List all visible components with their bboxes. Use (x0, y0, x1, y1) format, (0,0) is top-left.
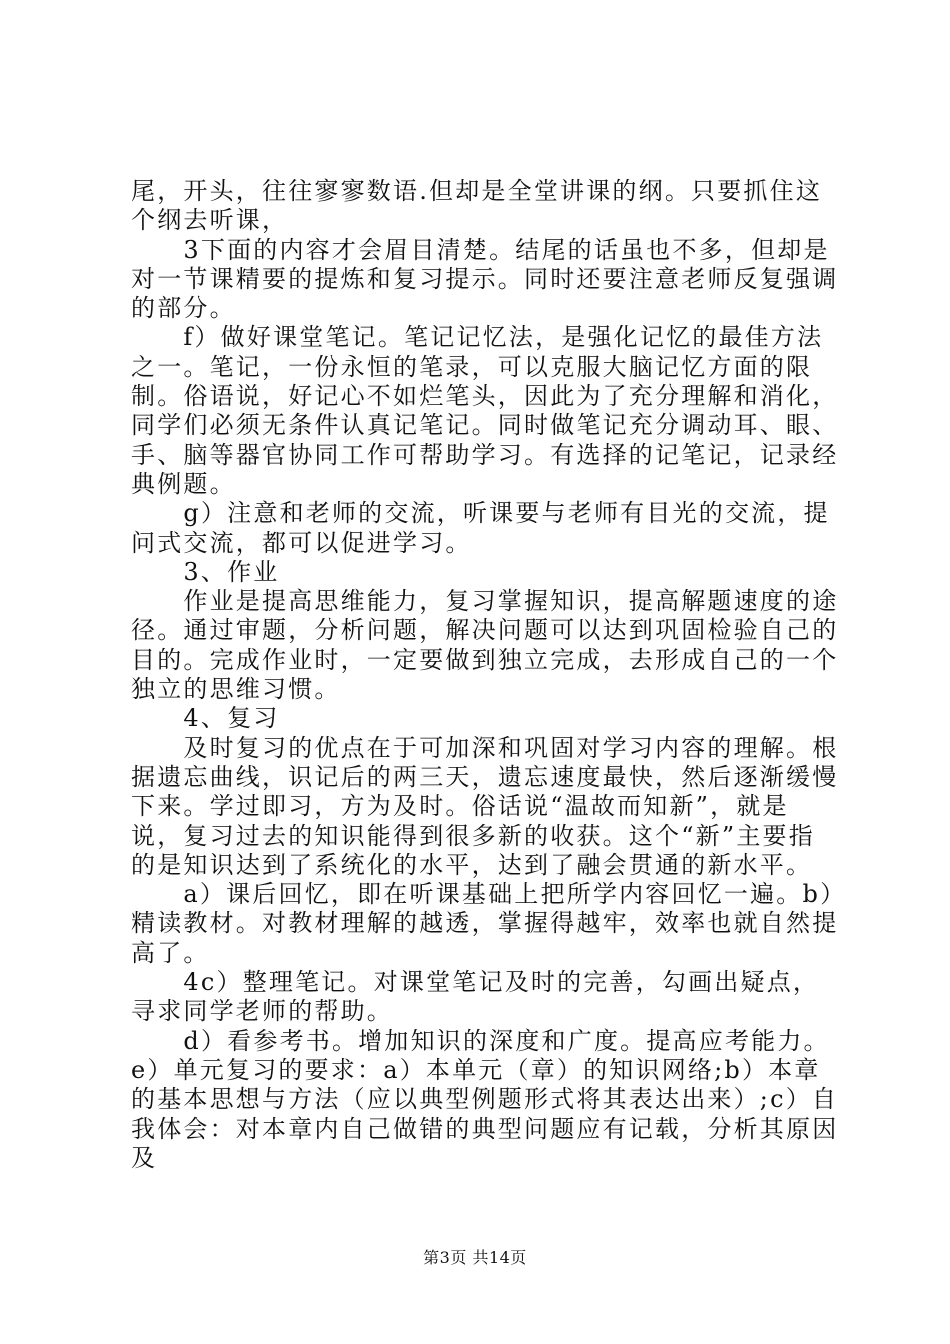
document-body (131, 177, 841, 1173)
paragraph: 作业是提高思维能力，复习掌握知识，提高解题速度的途径。通过审题，分析问题，解决问题可以达到巩固检验自己的目的。完成作业时，一定要做到独立完成，去形成自己的一个独立的思维习惯。 (131, 587, 839, 704)
paragraph: 3下面的内容才会眉目清楚。结尾的话虽也不多，但却是对一节课精要的提炼和复习提示。同时还要注意老师反复强调的部分。 (131, 235, 839, 323)
page-number-footer: 第3页 共14页 (423, 1248, 527, 1267)
section-heading: 3、作业 (131, 557, 280, 586)
section-heading: 4、复习 (131, 704, 280, 733)
paragraph: d）看参考书。增加知识的深度和广度。提高应考能力。e）单元复习的要求：a）本单元（章）的知识网络;b）本章的基本思想与方法（应以典型例题形式将其表达出来）;c）自我体会：对本章内自己做错的典型问题应有记载，分析其原因及 (131, 1026, 839, 1172)
paragraph: g）注意和老师的交流，听课要与老师有目光的交流，提问式交流，都可以促进学习。 (131, 499, 830, 557)
paragraph: 及时复习的优点在于可加深和巩固对学习内容的理解。根据遗忘曲线，识记后的两三天，遗忘速度最快，然后逐渐缓慢下来。学过即习，方为及时。俗话说“温故而知新”，就是说，复习过去的知识能得到很多新的收获。这个“新”主要指的是知识达到了系统化的水平，达到了融会贯通的新水平。 (131, 733, 839, 879)
paragraph: f）做好课堂笔记。笔记记忆法，是强化记忆的最佳方法之一。笔记，一份永恒的笔录，可以克服大脑记忆方面的限制。俗语说，好记心不如烂笔头，因此为了充分理解和消化，同学们必须无条件认真记笔记。同时做笔记充分调动耳、眼、手、脑等器官协同工作可帮助学习。有选择的记笔记，记录经典例题。 (131, 323, 839, 498)
paragraph: 4c）整理笔记。对课堂笔记及时的完善，勾画出疑点，寻求同学老师的帮助。 (131, 968, 820, 1026)
paragraph: a）课后回忆，即在听课基础上把所学内容回忆一遍。b）精读教材。对教材理解的越透，掌握得越牢，效率也就自然提高了。 (131, 880, 839, 967)
paragraph: 尾，开头，往往寥寥数语.但却是全堂讲课的纲。只要抓住这个纲去听课， (131, 177, 823, 235)
